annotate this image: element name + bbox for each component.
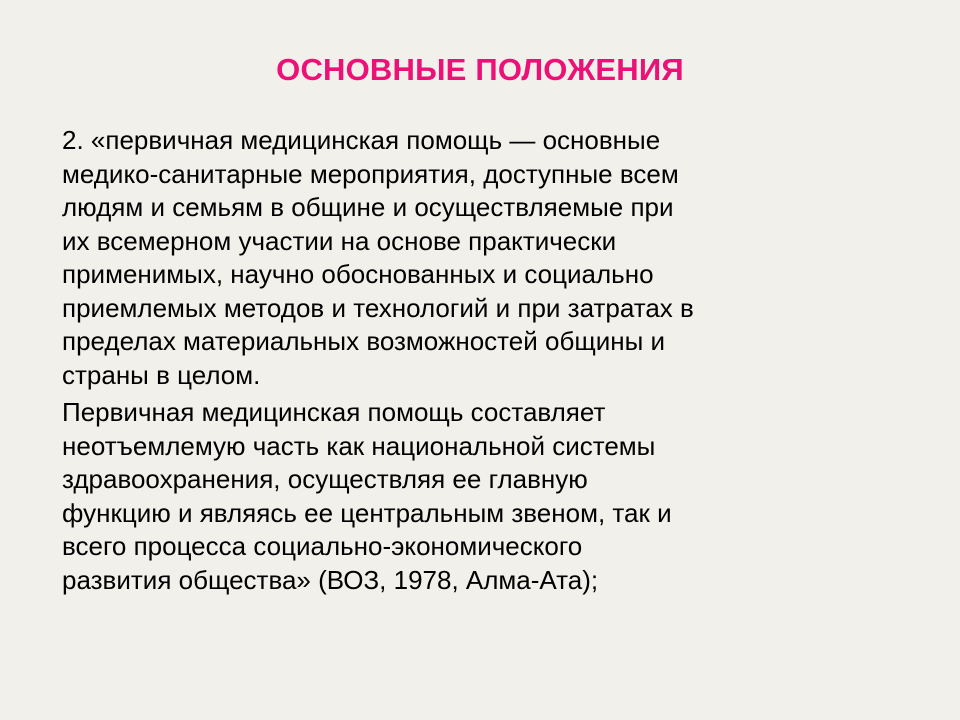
text-line: медико-санитарные мероприятия, доступные всем [62, 158, 679, 189]
text-line: здравоохранения, осуществляя ее главную [62, 464, 588, 494]
text-line: 2. «первичная медицинская помощь — основные [62, 125, 661, 155]
paragraph-role [62, 396, 922, 597]
text-line: пределах материальных возможностей общины и [62, 326, 666, 356]
text-line: функцию и являясь ее центральным звеном, так и [62, 497, 672, 528]
paragraph-definition [62, 124, 922, 392]
text-line: применимых, научно обоснованных и социально [62, 259, 654, 289]
text-line: страны в целом. [62, 359, 261, 390]
slide-title: ОСНОВНЫЕ ПОЛОЖЕНИЯ [276, 52, 684, 87]
text-line: развития общества» (ВОЗ, 1978, Алма-Ата); [62, 564, 599, 595]
text-line: приемлемых методов и технологий и при затратах в [62, 292, 694, 323]
slide-body [62, 124, 922, 597]
text-line: всего процесса социально-экономического [62, 531, 583, 561]
text-line: их всемерном участии на основе практически [62, 225, 617, 256]
text-line: Первичная медицинская помощь составляет [62, 397, 606, 427]
text-line: неотъемлемую часть как национальной системы [62, 430, 656, 461]
text-line: людям и семьям в общине и осуществляемые при [62, 192, 674, 222]
